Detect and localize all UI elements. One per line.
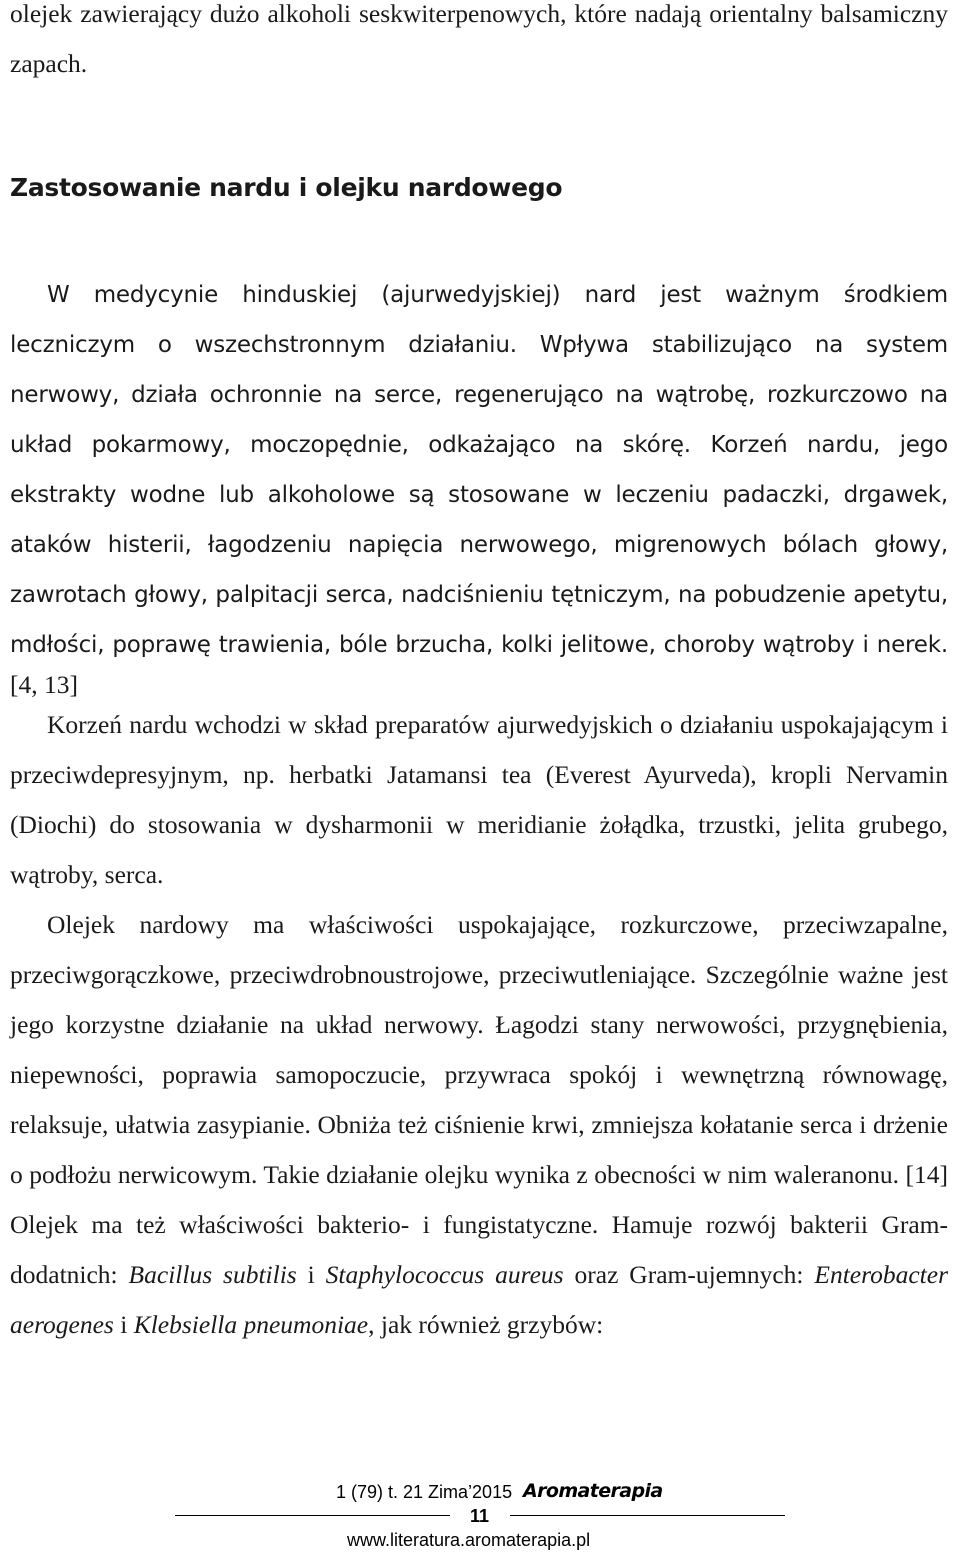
paragraph-3 [10, 900, 948, 1350]
section-body [10, 270, 948, 1350]
paragraph-3-ending: , jak również grzybów: [368, 1310, 604, 1339]
footer-divider-right [510, 1515, 785, 1516]
species-name: Enterobacter aerogenes [10, 1260, 948, 1339]
paragraph-1-sans-part: W medycynie hinduskiej (ajurwedyjskiej) nard jest ważnym środkiem leczniczym o wszechstronnym działaniu. Wpływa stabilizująco na system nerwowy, działa ochronnie na serce, regenerująco na wątrobę, rozkurczowo na układ pokarmowy, moczopędnie, odkażająco na skórę. [10, 282, 948, 458]
paragraph-3-connector: i [296, 1260, 326, 1289]
citation-ref: [4, 13] [10, 670, 78, 699]
paragraph-1-sans-part-2: Korzeń nardu, jego ekstrakty wodne lub alkoholowe są stosowane w leczeniu padaczki, drgawek, ataków histerii, łagodzeniu napięcia nerwowego, migrenowych bólach głowy, zawrotach głowy, palpitacji serca, nadciśnieniu tętniczym, na pobudzenie apetytu, mdłości, poprawę trawienia, bóle brzucha, kolki jelitowe, choroby wątroby i nerek. [10, 432, 948, 658]
paragraph-2: Korzeń nardu wchodzi w skład preparatów ajurwedyjskich o działaniu uspokajającym i przeciwdepresyjnym, np. herbatki Jatamansi tea (Everest Ayurveda), kropli Nervamin (Diochi) do stosowania w dysharmonii w meridianie żołądka, trzustki, jelita grubego, wątroby, serca. [10, 710, 948, 889]
paragraph-continuation: olejek zawierający dużo alkoholi seskwiterpenowych, które nadają orientalny balsamiczny zapach. [10, 0, 948, 78]
paragraph-3-text: Olejek nardowy ma właściwości uspokajające, rozkurczowe, przeciwzapalne, przeciwgorączkowe, przeciwdrobnoustrojowe, przeciwutleniające. Szczególnie ważne jest jego korzystne działanie na układ nerwowy. Łagodzi stany nerwowości, przygnębienia, niepewności, poprawia samopoczucie, przywraca spokój i wewnętrzną równowagę, relaksuje, ułatwia zasypianie. Obniża też ciśnienie krwi, zmniejsza kołatanie serca i drżenie o podłożu nerwicowym. Takie działanie olejku wynika z obecności w nim waleranonu. [14] Olejek ma też właściwości bakterio- i fungistatyczne. Hamuje rozwój bakterii Gram-dodatnich: [10, 910, 948, 1289]
species-name: Klebsiella pneumoniae [133, 1310, 369, 1339]
species-name: Bacillus subtilis [128, 1260, 297, 1289]
issue-info: 1 (79) t. 21 Zima’2015 [336, 1482, 513, 1502]
section-heading: Zastosowanie nardu i olejku nardowego [10, 173, 563, 202]
footer-url[interactable]: www.literatura.aromaterapia.pl [347, 1530, 591, 1550]
paragraph-1 [10, 270, 948, 700]
footer-divider-left [175, 1515, 450, 1516]
page-number: 11 [470, 1506, 490, 1526]
paragraph-3-connector: oraz Gram-ujemnych: [563, 1260, 815, 1289]
paragraph-3-connector: i [113, 1310, 134, 1339]
species-name: Staphylococcus aureus [325, 1260, 564, 1289]
aromaterapia-logo: Aromaterapia [523, 1480, 663, 1502]
